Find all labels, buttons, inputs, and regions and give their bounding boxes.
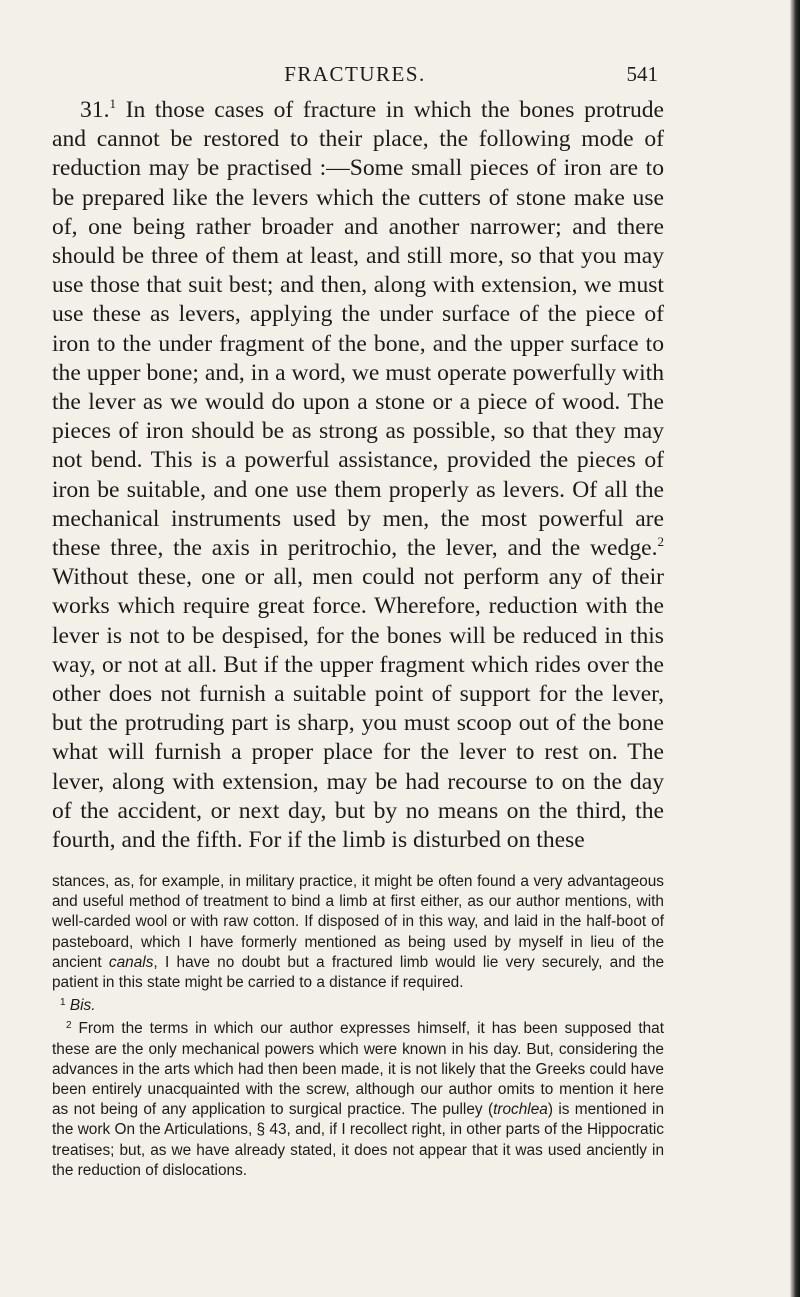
- footnote-continued-text-1: stances, as, for example, in military practice, it might be often found a very advantageous and useful method of treatment to bind a limb at first either, as our author mentions, with well-carded wool or with raw cotton. If disposed of in this way, and laid in the half-boot of pasteboard, which I have formerly mentioned as being used by myself in lieu of the ancient: [52, 873, 664, 971]
- page-edge-shadow: [790, 0, 800, 1297]
- paragraph-number: 31.: [80, 97, 110, 123]
- footnote-continued: [52, 872, 664, 993]
- running-head: [52, 62, 658, 88]
- footnote-italic-canals: canals: [108, 953, 154, 971]
- footnote-1: [52, 993, 664, 1016]
- footnote-1-text: Bis.: [69, 997, 96, 1015]
- footnotes: [52, 872, 664, 1181]
- footnote-continued-text-2: , I have no doubt but a fractured limb would lie very securely, and the patient in this state might be carried to a distance if required.: [52, 953, 665, 992]
- paragraph-text-part-2: Without these, one or all, men could not perform any of their works which require great force. Wherefore, reduction with the lever is not to be despised, for the bones will be reduced in this way, or not at all. But if the upper fragment which rides over the other does not furnish a suitable point of support for the lever, but the protruding part is sharp, you must scoop out of the bone what will furnish a proper place for the lever to rest on. The lever, along with extension, may be had recourse to on the day of the accident, or next day, but by no means on the third, the fourth, and the fifth. For if the limb is disturbed on these: [52, 564, 664, 854]
- footnote-2-mark: 2: [66, 1020, 72, 1032]
- footnote-italic-trochlea: trochlea: [493, 1101, 548, 1119]
- paragraph-text-part-1: In those cases of fracture in which the bones protrude and cannot be restored to their place, the following mode of reduction may be practised :—Some small pieces of iron are to be prepared like the levers which the cutters of stone make use of, one being rather broader and another narrower; and there should be three of them at least, and still more, so that you may use those that suit best; and then, along with extension, we must use these as levers, applying the under surface of the piece of iron to the under fragment of the bone, and the upper surface to the upper bone; and, in a word, we must operate powerfully with the lever as we would do upon a stone or a piece of wood. The pieces of iron should be as strong as possible, so that they may not bend. This is a powerful assistance, provided the pieces of iron be suitable, and one use them properly as levers. Of all the mechanical instruments used by men, the most powerful are these three, the axis in peritrochio, the lever, and the wedge.: [52, 97, 665, 562]
- footnote-2-text-1: From the terms in which our author expresses himself, it has been supposed that these are the only mechanical powers which were known in his day. But, considering the advances in the arts which had then been made, it is not likely that the Greeks could have been entirely unacquainted with the screw, although our author omits to mention it here as not being of any application to surgical practice. The pulley (: [52, 1020, 664, 1119]
- footnote-2-text-2: ) is mentioned in the work On the Articulations, § 43, and, if I recollect right, in other parts of the Hippocratic treatises; but, as we have already stated, it does not appear that it was used anciently in the reduction of dislocations.: [52, 1101, 665, 1179]
- page-number: 541: [626, 62, 658, 86]
- running-title: FRACTURES.: [284, 62, 426, 86]
- footnote-marker-1: 1: [109, 96, 116, 111]
- footnote-marker-2: 2: [657, 534, 664, 550]
- footnote-2: [52, 1016, 664, 1181]
- footnote-1-mark: 1: [60, 997, 66, 1009]
- main-paragraph: [52, 96, 664, 855]
